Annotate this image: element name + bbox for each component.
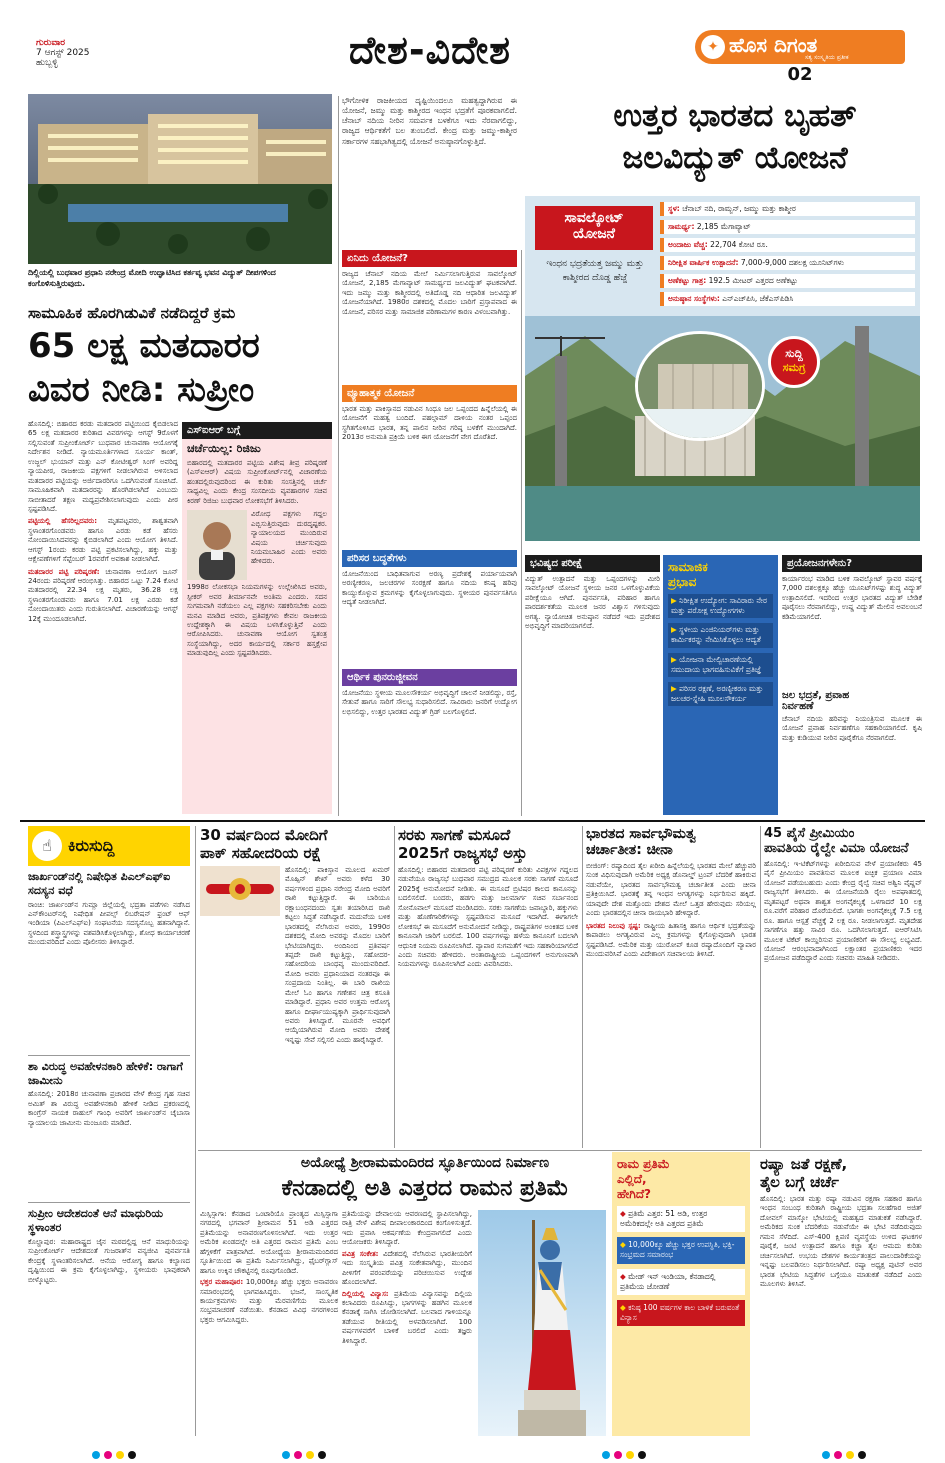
kirusuddi-header <box>28 826 190 866</box>
section-body: ಯೋಜನೆಯು ಸ್ಥಳೀಯ ಮೂಲಸೌಕರ್ಯ ಅಭಿವೃದ್ಧಿಗೆ ಚಾಲನೆ ನೀಡಲಿದ್ದು, ರಸ್ತೆ, ಸೇತುವೆ ಹಾಗೂ ಸಾರಿಗೆ ಸೌಲಭ್ಯ ಸುಧಾರಿಸಲಿದೆ. ಸಾವಿರಾರು ಜನರಿಗೆ ಉದ್ಯೋಗ ಲಭಿಸಲಿದ್ದು, ಉತ್ತರ ಭಾರತದ ವಿದ್ಯುತ್ ಗ್ರಿಡ್ ಬಲಗೊಳ್ಳಲಿದೆ. <box>342 689 517 716</box>
sir-body-3: 1998ರ ಲೋಕಸಭಾ ನಿಯಮಗಳನ್ನು ಉಲ್ಲೇಖಿಸಿದ ಅವರು, ಸ್ಪೀಕರ್ ಅವರ ತೀರ್ಮಾನವೇ ಅಂತಿಮ ಎಂದರು. ಸದನ ಸುಗಮವಾಗಿ ನಡೆಯಲು ಎಲ್ಲ ಪಕ್ಷಗಳು ಸಹಕರಿಸಬೇಕು ಎಂದು ಮನವಿ ಮಾಡಿದ ಅವರು, ಪ್ರತಿಪಕ್ಷಗಳು ಕೇವಲ ರಾಜಕೀಯ ಉದ್ದೇಶಕ್ಕಾಗಿ ಈ ವಿಷಯ ಬಳಸಿಕೊಳ್ಳುತ್ತಿವೆ ಎಂದು ಆರೋಪಿಸಿದರು. ಚುನಾವಣಾ ಆಯೋಗ ಸ್ವತಂತ್ರ ಸಂಸ್ಥೆಯಾಗಿದ್ದು, ಅದರ ಕಾರ್ಯದಲ್ಲಿ ಸರ್ಕಾರ ಹಸ್ತಕ್ಷೇಪ ಮಾಡುವುದಿಲ್ಲ ಎಂದು ಸ್ಪಷ್ಟಪಡಿಸಿದರು. <box>187 583 327 658</box>
reg-dot <box>116 1451 124 1459</box>
fact-key: ನಿರೀಕ್ಷಿತ ವಾರ್ಷಿಕ ಉತ್ಪಾದನೆ: <box>668 258 739 267</box>
fact-key: ಸ್ಥಳ: <box>668 204 680 213</box>
water-body: ಚೆನಾಬ್ ನದಿಯ ಹರಿವನ್ನು ನಿಯಂತ್ರಿಸುವ ಮೂಲಕ ಈ ಯೋಜನೆ ಪ್ರವಾಹ ನಿರ್ವಹಣೆಗೂ ಸಹಕಾರಿಯಾಗಲಿದೆ. ಕೃಷಿ ಮತ್ತು ಕುಡಿಯುವ ನೀರಿನ ಪೂರೈಕೆಗೂ ನೆರವಾಗಲಿದೆ. <box>782 715 922 742</box>
story-headline-1: ಸರಕು ಸಾಗಣೆ ಮಸೂದೆ <box>398 826 511 844</box>
facts-list <box>660 202 915 310</box>
rama-kicker: ಅಯೋಧ್ಯೆ ಶ್ರೀರಾಮಮಂದಿರದ ಸ್ಫೂರ್ತಿಯಿಂದ ನಿರ್ಮಾಣ <box>300 1155 550 1171</box>
brief-body: ರಾಂಚಿ: ಜಾರ್ಖಂಡ್‌ನ ಗುಮ್ಲಾ ಜಿಲ್ಲೆಯಲ್ಲಿ ಭದ್ರತಾ ಪಡೆಗಳು ನಡೆಸಿದ ಎನ್‌ಕೌಂಟರ್‌ನಲ್ಲಿ ನಿಷೇಧಿತ ಪೀಪಲ್ಸ್ ಲಿಬರೇಷನ್ ಫ್ರಂಟ್ ಆಫ್ ಇಂಡಿಯಾ (ಪಿಎಲ್‌ಎಫ್‌ಐ) ಸಂಘಟನೆಯ ಸದಸ್ಯನೊಬ್ಬ ಹತನಾಗಿದ್ದಾನೆ. ಸ್ಥಳದಿಂದ ಶಸ್ತ್ರಾಸ್ತ್ರಗಳನ್ನು ವಶಪಡಿಸಿಕೊಳ್ಳಲಾಗಿದ್ದು, ಶೋಧ ಕಾರ್ಯಾಚರಣೆ ಮುಂದುವರಿದಿದೆ ಎಂದು ಪೊಲೀಸರು ತಿಳಿಸಿದ್ದಾರೆ. <box>28 900 190 947</box>
yojane-subtitle: ಇಂಧನ ಭದ್ರತೆಯತ್ತ ಜಮ್ಮು ಮತ್ತು ಕಾಶ್ಮೀರದ ದೊಡ್ಡ ಹೆಜ್ಜೆ <box>546 259 644 283</box>
masthead <box>0 0 945 92</box>
check-icon: ▶ <box>671 683 680 693</box>
rama-info-box <box>612 1152 750 1436</box>
fact-key: ಅನುಷ್ಠಾನ ಸಂಸ್ಥೆಗಳು: <box>668 294 720 303</box>
social-impact-box <box>663 555 778 815</box>
section-title-bar: ಏನಿದು ಯೋಜನೆ? <box>342 250 517 267</box>
bullet-icon: ◆ <box>620 1240 629 1250</box>
rama-sub3-body: ಪ್ರತಿಮೆಯ ವಿನ್ಯಾಸವನ್ನು ದಿಲ್ಲಿಯ ಕಲಾವಿದರು ರೂಪಿಸಿದ್ದು, ಭಾಗಗಳನ್ನು ಹಡಗಿನ ಮೂಲಕ ಕೆನಡಾಕ್ಕೆ ಸಾಗಿಸಿ ಜೋಡಿಸಲಾಗಿದೆ. ಬಲವಾದ ಗಾಳಿಯನ್ನೂ ತಡೆಯುವ ರೀತಿಯಲ್ಲಿ ಅಳವಡಿಸಲಾಗಿದೆ. 100 ವರ್ಷಗಳವರೆಗೆ ಬಾಳಿಕೆ ಬರಲಿದೆ ಎಂದು ತಜ್ಞರು ತಿಳಿಸಿದ್ದಾರೆ. <box>342 1289 472 1345</box>
social-item-text: ಪರಿಸರ ರಕ್ಷಣೆ, ಅರಣ್ಯೀಕರಣ ಮತ್ತು ಜಲಚರ-ಸ್ನೇಹಿ ಮೂಲಸೌಕರ್ಯ <box>671 683 764 703</box>
sir-title-2: ಚರ್ಚೆಯಿಲ್ಲ: ರಿಜಿಜು <box>187 442 261 455</box>
reg-mark <box>600 1444 648 1463</box>
story-headline-2: ಪಾಕ್ ಸಹೋದರಿಯ ರಕ್ಷೆ <box>200 844 322 862</box>
story-shipping-bill <box>398 826 578 1148</box>
rama-box-item <box>617 1269 745 1295</box>
social-item-text: ಯೋಜನಾ ಮೇಲ್ವಿಚಾರಣೆಯಲ್ಲಿ ಸಮುದಾಯ ಭಾಗವಹಿಸುವಿಕೆಗೆ ಪ್ರತಿಜ್ಞೆ <box>671 654 762 674</box>
section-title: ದೇಶ-ವಿದೇಶ <box>349 28 511 72</box>
future-body: ವಿದ್ಯುತ್ ಉತ್ಪಾದನೆ ಮತ್ತು ಒಪ್ಪಂದಗಳನ್ನು ಮೀರಿ ಸಾವಲ್ಕೋಟ್ ಯೋಜನೆ ಸ್ಥಳೀಯ ಜನರ ಒಳಗೊಳ್ಳುವಿಕೆಯ ಪರೀಕ್ಷೆಯೂ ಆಗಿದೆ. ಪುನರ್ವಸತಿ, ಪರಿಹಾರ ಹಾಗೂ ಪಾರದರ್ಶಕತೆಯ ಮೂಲಕ ಜನರ ವಿಶ್ವಾಸ ಗಳಿಸುವುದು ಅಗತ್ಯ. ನ್ಯಾಯೋಚಿತ ಅನುಷ್ಠಾನ ನಡೆದರೆ ಇದು ಪ್ರದೇಶದ ಅಭಿವೃದ್ಧಿಗೆ ಮಾದರಿಯಾಗಲಿದೆ. <box>525 575 660 631</box>
badge-line-1: ಸುದ್ದಿ <box>785 347 803 360</box>
column-rule <box>338 96 339 816</box>
fact-row <box>660 292 915 306</box>
fact-value: 2,185 ಮೆಗಾವ್ಯಾಟ್ <box>696 222 751 231</box>
yojane-title-box <box>535 206 653 250</box>
rama-sub1: ಭಕ್ತರ ಮಹಾಪೂರ: <box>200 1278 244 1287</box>
water-security-box <box>782 690 922 815</box>
rama-box-item <box>617 1300 745 1326</box>
fact-key: ಅಣೆಕಟ್ಟು ಗಾತ್ರ: <box>668 276 707 285</box>
rakhi-photo <box>200 866 280 916</box>
reg-mark <box>280 1444 328 1463</box>
section-title-bar: ವ್ಯೂಹಾತ್ಮಕ ಯೋಜನೆ <box>342 385 517 402</box>
brief-body: ಹೊಸದಿಲ್ಲಿ: 2018ರ ಚುನಾವಣಾ ಪ್ರಚಾರದ ವೇಳೆ ಕೇಂದ್ರ ಗೃಹ ಸಚಿವ ಅಮಿತ್ ಶಾ ವಿರುದ್ಧ ಅವಹೇಳನಕಾರಿ ಹೇಳಿಕೆ ನೀಡಿದ ಪ್ರಕರಣದಲ್ಲಿ ಕಾಂಗ್ರೆಸ್ ನಾಯಕ ರಾಹುಲ್ ಗಾಂಧಿ ಅವರಿಗೆ ಜಾರ್ಖಂಡ್‌ನ ಚೈಬಾಸಾ ನ್ಯಾಯಾಲಯ ಜಾಮೀನು ಮಂಜೂರು ಮಾಡಿದೆ. <box>28 1090 190 1127</box>
photo-caption: ದಿಲ್ಲಿಯಲ್ಲಿ ಬುಧವಾರ ಪ್ರಧಾನಿ ನರೇಂದ್ರ ಮೋದಿ ಉದ್ಘಾಟಿಸಿದ ಕರ್ತವ್ಯ ಭವನ ವಿದ್ಯುತ್ ದೀಪಗಳಿಂದ ಕಂಗೊಳಿಸುತ್ತಿರುವುದು. <box>28 268 276 288</box>
reg-dot <box>602 1451 610 1459</box>
dam-inset-photo <box>635 331 765 441</box>
story-body: ಹೊಸದಿಲ್ಲಿ: ಪಾಕಿಸ್ತಾನ ಮೂಲದ ಖಮರ್ ಮೊಹ್ಸಿನ್ ಶೇಖ್ ಅವರು ಕಳೆದ 30 ವರ್ಷಗಳಿಂದ ಪ್ರಧಾನಿ ನರೇಂದ್ರ ಮೋದಿ ಅವರಿಗೆ ರಾಖಿ ಕಟ್ಟುತ್ತಿದ್ದಾರೆ. ಈ ಬಾರಿಯೂ ರಕ್ಷಾಬಂಧನದಂದು ಸ್ವತಃ ತಯಾರಿಸಿದ ರಾಖಿ ಕಟ್ಟಲು ಸಿದ್ಧತೆ ನಡೆಸಿದ್ದಾರೆ. ಮದುವೆಯ ಬಳಿಕ ಭಾರತದಲ್ಲಿ ನೆಲೆಸಿರುವ ಅವರು, 1990ರ ದಶಕದಲ್ಲಿ ಮೋದಿ ಅವರನ್ನು ಮೊದಲ ಬಾರಿಗೆ ಭೇಟಿಯಾಗಿದ್ದರು. ಅಂದಿನಿಂದ ಪ್ರತಿವರ್ಷ ತಪ್ಪದೇ ರಾಖಿ ಕಟ್ಟುತ್ತಿದ್ದು, ಸಹೋದರ-ಸಹೋದರಿಯ ಬಾಂಧವ್ಯ ಮುಂದುವರಿದಿದೆ. ಮೋದಿ ಅವರು ಪ್ರಧಾನಿಯಾದ ನಂತರವೂ ಈ ಸಂಪ್ರದಾಯ ನಿಂತಿಲ್ಲ. ಈ ಬಾರಿ ರಾಖಿಯ ಮೇಲೆ ಓಂ ಹಾಗೂ ಗಣೇಶನ ಚಿತ್ರ ಕಸೂತಿ ಮಾಡಿದ್ದಾರೆ. ಪ್ರಧಾನಿ ಅವರ ಉತ್ತಮ ಆರೋಗ್ಯ ಹಾಗೂ ದೀರ್ಘಾಯುಷ್ಯಕ್ಕಾಗಿ ಪ್ರಾರ್ಥಿಸುವುದಾಗಿ ಅವರು ತಿಳಿಸಿದ್ದಾರೆ. ಮೂರನೇ ಅವಧಿಗೆ ಆಯ್ಕೆಯಾಗಿರುವ ಮೋದಿ ಅವರು ದೇಶಕ್ಕೆ ಇನ್ನಷ್ಟು ಸೇವೆ ಸಲ್ಲಿಸಲಿ ಎಂದು ಹಾರೈಸಿದ್ದಾರೆ. <box>285 866 390 1044</box>
rama-box-title-3: ಹೇಗಿದೆ? <box>617 1187 652 1201</box>
lead-headline-1: 65 ಲಕ್ಷ ಮತದಾರರ <box>28 326 260 366</box>
column-rule <box>582 826 583 1148</box>
lead-sub1-body: ಮೃತಪಟ್ಟವರು, ಶಾಶ್ವತವಾಗಿ ಸ್ಥಳಾಂತರಗೊಂಡವರು ಹಾಗೂ ಎರಡು ಕಡೆ ಹೆಸರು ನೋಂದಾಯಿಸಿದವರನ್ನು ಕೈಬಿಡಲಾಗಿದೆ ಎಂದು ಆಯೋಗ ತಿಳಿಸಿದೆ. ಆಗಸ್ಟ್ 1ರಂದು ಕರಡು ಪಟ್ಟಿ ಪ್ರಕಟಿಸಲಾಗಿದ್ದು, ಹಕ್ಕು ಮತ್ತು ಆಕ್ಷೇಪಣೆಗಳಿಗೆ ಸೆಪ್ಟೆಂಬರ್ 1ರವರೆಗೆ ಅವಕಾಶ ನೀಡಲಾಗಿದೆ. <box>28 517 178 564</box>
reg-dot <box>294 1451 302 1459</box>
benefits-body: ಕಾರ್ಯಾರಂಭ ಮಾಡಿದ ಬಳಿಕ ಸಾವಲ್ಕೋಟ್ ಸ್ಥಾವರ ವರ್ಷಕ್ಕೆ 7,000 ದಶಲಕ್ಷಕ್ಕೂ ಹೆಚ್ಚು ಯೂನಿಟ್‌ಗಳಷ್ಟು ಶುದ್ಧ ವಿದ್ಯುತ್ ಉತ್ಪಾದಿಸಲಿದೆ. ಇದರಿಂದ ಉತ್ತರ ಭಾರತದ ವಿದ್ಯುತ್ ಬೇಡಿಕೆ ಪೂರೈಸಲು ನೆರವಾಗಲಿದ್ದು, ಉಷ್ಣ ವಿದ್ಯುತ್ ಮೇಲಿನ ಅವಲಂಬನೆ ಕಡಿಮೆಯಾಗಲಿದೆ. <box>782 575 922 621</box>
rama-box-title-1: ರಾಮ ಪ್ರತಿಮೆ <box>617 1157 670 1171</box>
brief-headline: ಸುಪ್ರೀಂ ಆದೇಶದಂತೆ ಆನೆ ಮಾಧುರಿಯ ಸ್ಥಳಾಂತರ <box>28 1207 164 1235</box>
lead-body <box>28 420 178 815</box>
city-label: ಹುಬ್ಬಳ್ಳಿ <box>36 58 58 68</box>
rama-box-item-text: ಮೇಡ್ ಇನ್ ಇಂಡಿಯಾ, ಕೆನಡಾದಲ್ಲಿ ಪ್ರತಿಮೆಯ ಜೋಡಣೆ <box>620 1271 716 1291</box>
logo-text: ಹೊಸ ದಿಗಂತ <box>729 33 818 57</box>
rama-sub2: ಪವಿತ್ರ ಸಂಕೇತ: <box>342 1249 379 1258</box>
fact-value: ಚೆನಾಬ್ ನದಿ, ರಾಮ್ಬನ್, ಜಮ್ಮು ಮತ್ತು ಕಾಶ್ಮೀರ <box>682 204 796 213</box>
bullet-icon: ◆ <box>620 1302 629 1312</box>
rama-sub2-body: ವಿದೇಶದಲ್ಲಿ ನೆಲೆಸಿರುವ ಭಾರತೀಯರಿಗೆ ಇದು ಸಂಸ್ಕೃತಿಯ ಪವಿತ್ರ ಸಂಕೇತವಾಗಿದ್ದು, ಮುಂದಿನ ಪೀಳಿಗೆಗೆ ಪರಂಪರೆಯನ್ನು ಪರಿಚಯಿಸುವ ಉದ್ದೇಶ ಹೊಂದಲಾಗಿದೆ. <box>342 1249 472 1287</box>
hydro-infographic <box>525 196 920 541</box>
rama-box-item-text: 10,000ಕ್ಕೂ ಹೆಚ್ಚು ಭಕ್ತರ ಉಪಸ್ಥಿತಿ, ಭಕ್ತಿ-ಸಂಭ್ರಮದ ಸಮಾರಂಭ <box>620 1240 735 1260</box>
reg-dot <box>306 1451 314 1459</box>
fact-key: ಅಂದಾಜು ವೆಚ್ಚ: <box>668 240 708 249</box>
reg-dot <box>104 1451 112 1459</box>
reg-dot <box>822 1451 830 1459</box>
social-item <box>668 653 773 677</box>
reg-dot <box>846 1451 854 1459</box>
story-body: ಬೀಜಿಂಗ್: ರಷ್ಯಾದಿಂದ ತೈಲ ಖರೀದಿ ಹಿನ್ನೆಲೆಯಲ್ಲಿ ಭಾರತದ ಮೇಲೆ ಹೆಚ್ಚುವರಿ ಸುಂಕ ವಿಧಿಸುವುದಾಗಿ ಅಮೆರಿಕ ಅಧ್ಯಕ್ಷ ಡೊನಾಲ್ಡ್ ಟ್ರಂಪ್ ಬೆದರಿಕೆ ಹಾಕಿರುವ ನಡುವೆಯೇ, ಭಾರತದ ಸಾರ್ವಭೌಮತ್ವ ಚರ್ಚಾತೀತ ಎಂದು ಚೀನಾ ಪ್ರತಿಕ್ರಿಯಿಸಿದೆ. ಭಾರತಕ್ಕೆ ತನ್ನ ಇಂಧನ ಅಗತ್ಯಗಳನ್ನು ನಿರ್ಧರಿಸುವ ಹಕ್ಕಿದೆ. ಯಾವುದೇ ದೇಶ ಮತ್ತೊಂದು ದೇಶದ ಮೇಲೆ ಒತ್ತಡ ಹೇರುವುದು ಸರಿಯಲ್ಲ ಎಂದು ಭಾರತದಲ್ಲಿನ ಚೀನಾ ರಾಯಭಾರಿ ಹೇಳಿದ್ದಾರೆ. <box>586 862 756 918</box>
fact-value: 22,704 ಕೋಟಿ ರೂ. <box>710 240 768 249</box>
story-headline-2: ತೈಲ ಬಗ್ಗೆ ಚರ್ಚೆ <box>760 1173 839 1191</box>
rama-col-2 <box>342 1210 472 1436</box>
rama-box-title-2: ಎಲ್ಲಿದೆ, <box>617 1172 647 1186</box>
rama-col-1 <box>200 1210 338 1436</box>
reg-dot <box>128 1451 136 1459</box>
benefits-title: ಪ್ರಯೋಜನಗಳೇನು? <box>782 555 922 572</box>
story-headline-1: ರಷ್ಯಾ ಜತೆ ರಕ್ಷಣೆ, <box>760 1155 848 1173</box>
reg-dot <box>92 1451 100 1459</box>
brief-body: ಕೊಲ್ಹಾಪುರ: ಮಹಾರಾಷ್ಟ್ರದ ಜೈನ ಮಠದಲ್ಲಿದ್ದ ಆನೆ ಮಾಧುರಿಯನ್ನು ಸುಪ್ರೀಂಕೋರ್ಟ್ ಆದೇಶದಂತೆ ಗುಜರಾತ್‌ನ ವನ್ಯಜೀವಿ ಪುನರ್ವಸತಿ ಕೇಂದ್ರಕ್ಕೆ ಸ್ಥಳಾಂತರಿಸಲಾಗಿದೆ. ಆನೆಯ ಆರೋಗ್ಯ ಹಾಗೂ ಕಲ್ಯಾಣದ ದೃಷ್ಟಿಯಿಂದ ಈ ಕ್ರಮ ಕೈಗೊಳ್ಳಲಾಗಿದ್ದು, ಸ್ಥಳೀಯರು ಭಾವುಕರಾಗಿ ಬೀಳ್ಕೊಟ್ಟರು. <box>28 1237 190 1284</box>
fact-key: ಸಾಮರ್ಥ್ಯ: <box>668 222 695 231</box>
social-item-text: ಸ್ಥಳೀಯ ಎಂಜಿನಿಯರ್‌ಗಳು ಮತ್ತು ಕಾರ್ಮಿಕರನ್ನು ನೇಮಿಸಿಕೊಳ್ಳಲು ಆದ್ಯತೆ <box>671 625 761 645</box>
fact-row <box>660 274 915 288</box>
lead-headline-2: ವಿವರ ನೀಡಿ: ಸುಪ್ರೀಂ <box>28 370 255 410</box>
page-number: 02 <box>787 64 813 85</box>
column-rule <box>394 826 395 1148</box>
yojane-title-2: ಯೋಜನೆ <box>573 226 615 242</box>
suddi-samagra-badge <box>768 336 820 388</box>
row-divider <box>20 820 925 822</box>
fact-value: 192.5 ಮೀಟರ್ ಎತ್ತರದ ಅಣೆಕಟ್ಟು <box>708 276 798 285</box>
social-list <box>668 594 773 706</box>
lead-sub2: ಮತದಾರರ ಪಟ್ಟಿ ಪರಿಷ್ಕರಣೆ: <box>28 567 100 576</box>
story-sub-para <box>586 922 756 960</box>
story-headline-2: ಚರ್ಚಾತೀತ: ಚೀನಾ <box>586 842 673 858</box>
kartavya-bhavan-photo <box>28 94 332 264</box>
reg-dot <box>318 1451 326 1459</box>
social-item <box>668 682 773 706</box>
bullet-icon: ◆ <box>620 1209 629 1218</box>
story-china <box>586 826 756 1148</box>
bullet-icon: ◆ <box>620 1271 629 1281</box>
sir-title-1: ಎಸ್‌ಐಆರ್ ಬಗ್ಗೆ <box>182 422 332 439</box>
reg-mark <box>90 1444 138 1463</box>
story-headline-1: ಭಾರತದ ಸಾರ್ವಭೌಮತ್ವ <box>586 826 696 842</box>
water-title-2: ನಿರ್ವಹಣೆ <box>782 701 814 712</box>
rama-statue-photo <box>478 1210 606 1436</box>
section-title-bar: ಪರಿಸರ ಬದ್ಧತೆಗಳು <box>342 550 517 567</box>
social-title-1: ಸಾಮಾಜಿಕ <box>668 560 708 574</box>
story-rail-insurance <box>764 826 922 1148</box>
section-body: ರಾಜ್ಯದ ಚೆನಾಬ್ ನದಿಯ ಮೇಲೆ ನಿರ್ಮಿಸಲಾಗುತ್ತಿರುವ ಸಾವಲ್ಕೋಟ್ ಯೋಜನೆ, 2,185 ಮೆಗಾವ್ಯಾಟ್ ಸಾಮರ್ಥ್ಯದ ಜಲವಿದ್ಯುತ್ ಘಟಕವಾಗಿದೆ. ಇದು ಜಮ್ಮು ಮತ್ತು ಕಾಶ್ಮೀರದಲ್ಲಿ ಅತಿದೊಡ್ಡ ನದಿ ಆಧಾರಿತ ಜಲವಿದ್ಯುತ್ ಯೋಜನೆಯಾಗಿದೆ. 1980ರ ದಶಕದಲ್ಲಿ ಮೊದಲ ಬಾರಿಗೆ ಪ್ರಸ್ತಾಪವಾದ ಈ ಯೋಜನೆ, ಪರಿಸರ ಮತ್ತು ಸಾಮಾಜಿಕ ಪರಿಣಾಮಗಳ ಕಾರಣ ವಿಳಂಬವಾಗಿತ್ತು. <box>342 270 517 316</box>
story-headline-2: 2025ಗೆ ರಾಜ್ಯಸಭೆ ಅಸ್ತು <box>398 844 527 862</box>
story-headline-1: 45 ಪೈಸೆ ಪ್ರೀಮಿಯಂ <box>764 826 855 841</box>
hydro-headline-2: ಜಲವಿದ್ಯುತ್ ಯೋಜನೆ <box>622 140 848 176</box>
fact-value: 7,000-9,000 ದಶಲಕ್ಷ ಯೂನಿಟ್‌ಗಳು <box>740 258 844 267</box>
check-icon: ▶ <box>671 596 680 605</box>
sir-body-2: ವಿರೋಧ ಪಕ್ಷಗಳು ಗದ್ದಲ ಎಬ್ಬಿಸುತ್ತಿರುವುದು ದುರದೃಷ್ಟಕರ. ನ್ಯಾಯಾಲಯದ ಮುಂದಿರುವ ವಿಷಯ ಚರ್ಚಿಸುವುದು ನಿಯಮಬಾಹಿರ ಎಂದು ಅವರು ಹೇಳಿದರು. <box>251 510 327 566</box>
section-title-bar: ಆರ್ಥಿಕ ಪುನರುಜ್ಜೀವನ <box>342 669 517 686</box>
reg-dot <box>834 1451 842 1459</box>
hydro-intro: ಭೌಗೋಳಿಕ ರಾಜಕೀಯದ ದೃಷ್ಟಿಯಿಂದಲೂ ಮಹತ್ವದ್ದಾಗಿರುವ ಈ ಯೋಜನೆ, ಜಮ್ಮು ಮತ್ತು ಕಾಶ್ಮೀರದ ಇಂಧನ ಭದ್ರತೆಗೆ ಪೂರಕವಾಗಲಿದೆ. ಚೆನಾಬ್ ನದಿಯ ನೀರಿನ ಸಮರ್ಪಕ ಬಳಕೆಗೂ ಇದು ನೆರವಾಗಲಿದ್ದು, ರಾಜ್ಯದ ಆರ್ಥಿಕತೆಗೆ ಬಲ ತುಂಬಲಿದೆ. ಕೇಂದ್ರ ಮತ್ತು ಜಮ್ಮು-ಕಾಶ್ಮೀರ ಸರ್ಕಾರಗಳ ಸಹಭಾಗಿತ್ವದಲ್ಲಿ ಯೋಜನೆ ಅನುಷ್ಠಾನಗೊಳ್ಳುತ್ತಿದೆ. <box>342 96 517 146</box>
reg-dot <box>282 1451 290 1459</box>
lead-sub2-body: ಚುನಾವಣಾ ಆಯೋಗ ಜೂನ್ 24ರಂದು ಪರಿಷ್ಕರಣೆ ಆರಂಭಿಸಿತ್ತು. ಬಿಹಾರದ ಒಟ್ಟು 7.24 ಕೋಟಿ ಮತದಾರರಲ್ಲಿ 22.34 ಲಕ್ಷ ಮೃತರು, 36.28 ಲಕ್ಷ ಸ್ಥಳಾಂತರಗೊಂಡವರು ಹಾಗೂ 7.01 ಲಕ್ಷ ಎರಡು ಕಡೆ ನೋಂದಾಯಿತರು ಎಂದು ಗುರುತಿಸಲಾಗಿದೆ. ವಿಚಾರಣೆಯನ್ನು ಆಗಸ್ಟ್ 12ಕ್ಕೆ ಮುಂದೂಡಲಾಗಿದೆ. <box>28 567 178 623</box>
column-rule <box>521 250 522 816</box>
story-body: ಹೊಸದಿಲ್ಲಿ: ಭಾರತ ಮತ್ತು ರಷ್ಯಾ ನಡುವಿನ ರಕ್ಷಣಾ ಸಹಕಾರ ಹಾಗೂ ಇಂಧನ ಸಂಬಂಧ ಕುರಿತಾಗಿ ರಾಷ್ಟ್ರೀಯ ಭದ್ರತಾ ಸಲಹೆಗಾರ ಅಜಿತ್ ದೋವಲ್ ಮಾಸ್ಕೋ ಭೇಟಿಯಲ್ಲಿ ಮಹತ್ವದ ಮಾತುಕತೆ ನಡೆಸಿದ್ದಾರೆ. ಅಮೆರಿಕದ ಸುಂಕ ಬೆದರಿಕೆಯ ನಡುವೆಯೇ ಈ ಭೇಟಿ ನಡೆದಿರುವುದು ಗಮನ ಸೆಳೆದಿದೆ. ಎಸ್-400 ಕ್ಷಿಪಣಿ ವ್ಯವಸ್ಥೆಯ ಉಳಿದ ಘಟಕಗಳ ಪೂರೈಕೆ, ಜಂಟಿ ಉತ್ಪಾದನೆ ಹಾಗೂ ಕಚ್ಚಾ ತೈಲ ಆಮದು ಕುರಿತು ಚರ್ಚಿಸಲಾಗಿದೆ. ಉಭಯ ದೇಶಗಳ ಕಾರ್ಯತಂತ್ರದ ಪಾಲುದಾರಿಕೆಯನ್ನು ಇನ್ನಷ್ಟು ಬಲಪಡಿಸಲು ನಿರ್ಧರಿಸಲಾಗಿದೆ. ರಷ್ಯಾ ಅಧ್ಯಕ್ಷ ಪುಟಿನ್ ಅವರ ಭಾರತ ಭೇಟಿಯ ಸಿದ್ಧತೆಗಳ ಬಗ್ಗೆಯೂ ಮಾತುಕತೆ ನಡೆದಿದೆ ಎಂದು ಮೂಲಗಳು ತಿಳಿಸಿವೆ. <box>760 1195 922 1288</box>
social-title-2: ಪ್ರಭಾವ <box>668 575 697 589</box>
rijiju-photo <box>187 510 247 580</box>
date-block <box>36 38 156 68</box>
story-headline-2: ಪಾವತಿಯ ರೈಲ್ವೇ ವಿಮಾ ಯೋಜನೆ <box>764 841 909 856</box>
date-label: 7 ಆಗಸ್ಟ್ 2025 <box>36 48 90 58</box>
social-item <box>668 623 773 647</box>
rama-box-item-text: ಪ್ರತಿಮೆ ಎತ್ತರ: 51 ಅಡಿ, ಉತ್ತರ ಅಮೆರಿಕದಲ್ಲೇ ಅತಿ ಎತ್ತರದ ಪ್ರತಿಮೆ <box>620 1209 708 1229</box>
fact-row <box>660 256 915 270</box>
section-body: ಯೋಜನೆಯಿಂದ ಬಾಧಿತವಾಗುವ ಅರಣ್ಯ ಪ್ರದೇಶಕ್ಕೆ ಪರ್ಯಾಯವಾಗಿ ಅರಣ್ಯೀಕರಣ, ಜಲಚರಗಳ ಸಂರಕ್ಷಣೆ ಹಾಗೂ ನದಿಯ ಕನಿಷ್ಠ ಹರಿವು ಕಾಯ್ದುಕೊಳ್ಳುವ ಕ್ರಮಗಳನ್ನು ಕೈಗೊಳ್ಳಲಾಗುವುದು. ಸ್ಥಳೀಯರ ಪುನರ್ವಸತಿಗೂ ಆದ್ಯತೆ ನೀಡಲಾಗಿದೆ. <box>342 570 517 607</box>
social-item-text: ನಿರೀಕ್ಷಿತ ಉದ್ಯೋಗ: ಸಾವಿರಾರು ನೇರ ಮತ್ತು ಪರೋಕ್ಷ ಉದ್ಯೋಗಗಳು <box>671 596 767 616</box>
benefits-box <box>782 555 922 685</box>
hydro-sections <box>342 250 517 810</box>
rama-sub1-body: 10,000ಕ್ಕೂ ಹೆಚ್ಚು ಭಕ್ತರು ಅನಾವರಣ ಸಮಾರಂಭದಲ್ಲಿ ಭಾಗವಹಿಸಿದ್ದರು. ಭಜನೆ, ಸಾಂಸ್ಕೃತಿಕ ಕಾರ್ಯಕ್ರಮಗಳು ಮತ್ತು ಮೆರವಣಿಗೆಯ ಮೂಲಕ ಸಂಭ್ರಮಾಚರಣೆ ನಡೆಯಿತು. ಕೆನಡಾದ ವಿವಿಧ ನಗರಗಳಿಂದ ಭಕ್ತರು ಆಗಮಿಸಿದ್ದರು. <box>200 1278 338 1324</box>
story-rakhi <box>200 826 390 1148</box>
sir-body-1: ಬಿಹಾರದಲ್ಲಿ ಮತದಾರರ ಪಟ್ಟಿಯ ವಿಶೇಷ ತೀವ್ರ ಪರಿಷ್ಕರಣೆ (ಎಸ್‌ಐಆರ್) ವಿಷಯ ಸುಪ್ರೀಂಕೋರ್ಟ್‌ನಲ್ಲಿ ವಿಚಾರಣೆಯ ಹಂತದಲ್ಲಿರುವುದರಿಂದ ಈ ಕುರಿತು ಸಂಸತ್ತಿನಲ್ಲಿ ಚರ್ಚೆ ಸಾಧ್ಯವಿಲ್ಲ ಎಂದು ಕೇಂದ್ರ ಸಂಸದೀಯ ವ್ಯವಹಾರಗಳ ಸಚಿವ ಕಿರಣ್ ರಿಜಿಜು ಬುಧವಾರ ಲೋಕಸಭೆಗೆ ತಿಳಿಸಿದರು. <box>187 459 327 505</box>
fact-row <box>660 220 915 234</box>
brief-headline: ಶಾ ವಿರುದ್ಧ ಅವಹೇಳನಕಾರಿ ಹೇಳಿಕೆ: ರಾಗಾಗೆ ಜಾಮೀನು <box>28 1059 183 1087</box>
badge-line-2: ಸಮಗ್ರ <box>782 361 806 374</box>
day-label: ಗುರುವಾರ <box>36 38 66 48</box>
rama-box-list <box>617 1206 745 1326</box>
lamp-icon: ✦ <box>701 35 725 59</box>
column-rule <box>760 826 761 1148</box>
yojane-title-1: ಸಾವಲ್ಕೋಟ್ <box>564 210 624 226</box>
footer-registration-marks <box>0 1442 945 1456</box>
water-title-1: ಜಲ ಭದ್ರತೆ, ಪ್ರವಾಹ <box>782 690 850 701</box>
check-icon: ▶ <box>671 654 680 664</box>
brief-item <box>28 870 190 1051</box>
story-body: ಹೊಸದಿಲ್ಲಿ: ಬಿಹಾರದ ಮತದಾರರ ಪಟ್ಟಿ ಪರಿಷ್ಕರಣೆ ಕುರಿತು ವಿಪಕ್ಷಗಳ ಗದ್ದಲದ ನಡುವೆಯೂ ರಾಜ್ಯಸಭೆ ಬುಧವಾರ ಸಮುದ್ರದ ಮೂಲಕ ಸರಕು ಸಾಗಣೆ ಮಸೂದೆ 2025ಕ್ಕೆ ಅನುಮೋದನೆ ನೀಡಿತು. ಈ ಮಸೂದೆ ಬ್ರಿಟಿಷರ ಕಾಲದ ಕಾನೂನನ್ನು ಬದಲಿಸಲಿದೆ. ಬಂದರು, ಹಡಗು ಮತ್ತು ಜಲಮಾರ್ಗ ಸಚಿವ ಸರ್ಬಾನಂದ ಸೋನೊವಾಲ್ ಮಸೂದೆ ಮಂಡಿಸಿದರು. ಸರಕು ಸಾಗಣೆಯ ಜವಾಬ್ದಾರಿ, ಹಕ್ಕುಗಳು ಮತ್ತು ಹೊಣೆಗಾರಿಕೆಗಳನ್ನು ಸ್ಪಷ್ಟಪಡಿಸುವ ಮಸೂದೆ ಇದಾಗಿದೆ. ಈಗಾಗಲೇ ಲೋಕಸಭೆ ಈ ಮಸೂದೆಗೆ ಅನುಮೋದನೆ ನೀಡಿದ್ದು, ರಾಷ್ಟ್ರಪತಿಗಳ ಅಂಕಿತದ ಬಳಿಕ ಕಾನೂನಾಗಿ ಜಾರಿಗೆ ಬರಲಿದೆ. 100 ವರ್ಷಗಳಷ್ಟು ಹಳೆಯ ಕಾನೂನಿಗೆ ಬದಲಾಗಿ ಆಧುನಿಕ ನಿಯಮ ರೂಪಿಸಲಾಗಿದೆ. ವ್ಯಾಪಾರ ಸುಗಮತೆಗೆ ಇದು ಸಹಕಾರಿಯಾಗಲಿದೆ ಎಂದು ಸಚಿವರು ಹೇಳಿದರು. ಅಂತಾರಾಷ್ಟ್ರೀಯ ಒಪ್ಪಂದಗಳಿಗೆ ಅನುಗುಣವಾಗಿ ನಿಯಮಗಳನ್ನು ರೂಪಿಸಲಾಗಿದೆ ಎಂದು ವಿವರಿಸಿದರು. <box>398 866 578 969</box>
story-headline-1: 30 ವರ್ಷದಿಂದ ಮೋದಿಗೆ <box>200 826 328 844</box>
kirusuddi-title: ಕಿರುಸುದ್ದಿ <box>68 836 115 855</box>
sir-box <box>182 422 332 814</box>
story-subhead: ಭಾರತದ ನಿಲುವು ಸ್ಪಷ್ಟ: <box>586 921 641 930</box>
logo-tagline: ಸತ್ಯ ಸಂಸ್ಕೃತಿಯ ಪ್ರತೀಕ <box>805 54 849 61</box>
rama-headline: ಕೆನಡಾದಲ್ಲಿ ಅತಿ ಎತ್ತರದ ರಾಮನ ಪ್ರತಿಮೆ <box>281 1176 569 1201</box>
story-sub-body: ರಾಷ್ಟ್ರೀಯ ಹಿತಾಸಕ್ತಿ ಹಾಗೂ ಆರ್ಥಿಕ ಭದ್ರತೆಯನ್ನು ಕಾಪಾಡಲು ಅಗತ್ಯವಿರುವ ಎಲ್ಲ ಕ್ರಮಗಳನ್ನು ಕೈಗೊಳ್ಳುವುದಾಗಿ ಭಾರತ ಸ್ಪಷ್ಟಪಡಿಸಿದೆ. ಅಮೆರಿಕ ಮತ್ತು ಯುರೋಪ್ ಕೂಡ ರಷ್ಯಾದೊಂದಿಗೆ ವ್ಯಾಪಾರ ಮುಂದುವರಿಸಿವೆ ಎಂದು ವಿದೇಶಾಂಗ ಸಚಿವಾಲಯ ತಿಳಿಸಿದೆ. <box>586 921 756 958</box>
row-rule <box>198 1150 922 1151</box>
column-rule <box>195 826 196 1436</box>
lead-para: ಹೊಸದಿಲ್ಲಿ: ಬಿಹಾರದ ಕರಡು ಮತದಾರರ ಪಟ್ಟಿಯಿಂದ ಕೈಬಿಡಲಾದ 65 ಲಕ್ಷ ಮತದಾರರ ಕುರಿತಾದ ವಿವರಗಳನ್ನು ಆಗಸ್ಟ್ 9ರೊಳಗೆ ಸಲ್ಲಿಸುವಂತೆ ಸುಪ್ರೀಂಕೋರ್ಟ್ ಬುಧವಾರ ಚುನಾವಣಾ ಆಯೋಗಕ್ಕೆ ನಿರ್ದೇಶನ ನೀಡಿದೆ. ನ್ಯಾಯಮೂರ್ತಿಗಳಾದ ಸೂರ್ಯ ಕಾಂತ್, ಉಜ್ಜಲ್ ಭುಯಾನ್ ಮತ್ತು ಎನ್ ಕೋಟೀಶ್ವರ್ ಸಿಂಗ್ ಅವರಿದ್ದ ನ್ಯಾಯಪೀಠ, ರಾಜಕೀಯ ಪಕ್ಷಗಳಿಗೆ ನೀಡಲಾಗಿರುವ ಅಳಿಸಲಾದ ಮತದಾರರ ಪಟ್ಟಿಯನ್ನು ಅರ್ಜಿದಾರರಿಗೂ ಒದಗಿಸುವಂತೆ ಸೂಚಿಸಿದೆ. ಸಾಮೂಹಿಕವಾಗಿ ಮತದಾರರನ್ನು ಹೊರಗಿಡಲಾಗಿದೆ ಎಂಬುದು ಸಾಬೀತಾದರೆ ತಕ್ಷಣ ಮಧ್ಯಪ್ರವೇಶಿಸಲಾಗುವುದು ಎಂದು ಪೀಠ ಸ್ಪಷ್ಟಪಡಿಸಿದೆ. <box>28 420 178 513</box>
lead-sub1: ಪಟ್ಟಿಯಲ್ಲಿ ಹೆಸರಿಲ್ಲದವರು: <box>28 517 98 526</box>
story-russia <box>760 1155 922 1436</box>
brief-item <box>28 1202 190 1368</box>
rama-box-item <box>617 1237 745 1263</box>
story-body: ಹೊಸದಿಲ್ಲಿ: ಇ-ಟಿಕೆಟ್‌ಗಳನ್ನು ಖರೀದಿಸುವ ವೇಳೆ ಪ್ರಯಾಣಿಕರು 45 ಪೈಸೆ ಪ್ರೀಮಿಯಂ ಪಾವತಿಸುವ ಮೂಲಕ ಐಚ್ಛಿಕ ಪ್ರಯಾಣ ವಿಮಾ ಯೋಜನೆ ಪಡೆಯಬಹುದು ಎಂದು ಕೇಂದ್ರ ರೈಲ್ವೆ ಸಚಿವ ಅಶ್ವಿನಿ ವೈಷ್ಣವ್ ರಾಜ್ಯಸಭೆಗೆ ತಿಳಿಸಿದರು. ಈ ಯೋಜನೆಯಡಿ ರೈಲು ಅಪಘಾತದಲ್ಲಿ ಮೃತಪಟ್ಟರೆ ಅಥವಾ ಶಾಶ್ವತ ಅಂಗವೈಕಲ್ಯಕ್ಕೆ ಒಳಗಾದರೆ 10 ಲಕ್ಷ ರೂ.ವರೆಗೆ ಪರಿಹಾರ ದೊರೆಯಲಿದೆ. ಭಾಗಶಃ ಅಂಗವೈಕಲ್ಯಕ್ಕೆ 7.5 ಲಕ್ಷ ರೂ. ಹಾಗೂ ಆಸ್ಪತ್ರೆ ವೆಚ್ಚಕ್ಕೆ 2 ಲಕ್ಷ ರೂ. ನೀಡಲಾಗುತ್ತದೆ. ಮೃತದೇಹ ಸಾಗಣೆಗೂ ಹತ್ತು ಸಾವಿರ ರೂ. ಒದಗಿಸಲಾಗುತ್ತದೆ. ಐಆರ್‌ಸಿಟಿಸಿ ಮೂಲಕ ಟಿಕೆಟ್ ಕಾಯ್ದಿರಿಸುವ ಪ್ರಯಾಣಿಕರಿಗೆ ಈ ಸೌಲಭ್ಯ ಲಭ್ಯವಿದೆ. ಯೋಜನೆ ಆರಂಭವಾದಾಗಿನಿಂದ ಲಕ್ಷಾಂತರ ಪ್ರಯಾಣಿಕರು ಇದರ ಪ್ರಯೋಜನ ಪಡೆದಿದ್ದಾರೆ ಎಂದು ಸಚಿವರು ಮಾಹಿತಿ ನೀಡಿದರು. <box>764 860 922 963</box>
hand-icon: ☝ <box>32 831 62 861</box>
fact-row <box>660 238 915 252</box>
reg-dot <box>858 1451 866 1459</box>
rama-body-1: ಮಿಸ್ಸಿಸ್ಸಾಗಾ: ಕೆನಡಾದ ಒಂಟಾರಿಯೊ ಪ್ರಾಂತ್ಯದ ಮಿಸ್ಸಿಸ್ಸಾಗಾ ನಗರದಲ್ಲಿ ಭಗವಾನ್ ಶ್ರೀರಾಮನ 51 ಅಡಿ ಎತ್ತರದ ಪ್ರತಿಮೆಯನ್ನು ಅನಾವರಣಗೊಳಿಸಲಾಗಿದೆ. ಇದು ಉತ್ತರ ಅಮೆರಿಕ ಖಂಡದಲ್ಲೇ ಅತಿ ಎತ್ತರದ ರಾಮನ ಪ್ರತಿಮೆ ಎಂಬ ಹೆಗ್ಗಳಿಕೆಗೆ ಪಾತ್ರವಾಗಿದೆ. ಅಯೋಧ್ಯೆಯ ಶ್ರೀರಾಮಮಂದಿರದ ಸ್ಫೂರ್ತಿಯಿಂದ ಈ ಪ್ರತಿಮೆ ನಿರ್ಮಿಸಲಾಗಿದ್ದು, ಫೈಬರ್‌ಗ್ಲಾಸ್ ಹಾಗೂ ಉಕ್ಕಿನ ಚೌಕಟ್ಟಿನಲ್ಲಿ ರೂಪುಗೊಂಡಿದೆ. <box>200 1210 338 1275</box>
reg-dot <box>614 1451 622 1459</box>
rama-box-item <box>617 1206 745 1232</box>
brief-item <box>28 1055 190 1199</box>
social-item <box>668 594 773 618</box>
check-icon: ▶ <box>671 625 680 635</box>
reg-mark <box>820 1444 868 1463</box>
lead-kicker: ಸಾಮೂಹಿಕ ಹೊರಗಿಡುವಿಕೆ ನಡೆದಿದ್ದರೆ ಕ್ರಮ <box>28 304 236 322</box>
section-body: ಭಾರತ ಮತ್ತು ಪಾಕಿಸ್ತಾನದ ನಡುವಿನ ಸಿಂಧೂ ಜಲ ಒಪ್ಪಂದದ ಹಿನ್ನೆಲೆಯಲ್ಲಿ ಈ ಯೋಜನೆಗೆ ಮಹತ್ವ ಬಂದಿದೆ. ಪಹಲ್ಗಾಮ್ ದಾಳಿಯ ನಂತರ ಒಪ್ಪಂದ ಸ್ಥಗಿತಗೊಳಿಸಿದ ಭಾರತ, ತನ್ನ ಪಾಲಿನ ನೀರಿನ ಗರಿಷ್ಠ ಬಳಕೆಗೆ ಮುಂದಾಗಿದೆ. 2013ರ ಅನುಮತಿ ಪ್ರಕ್ರಿಯೆ ಬಳಿಕ ಈಗ ಯೋಜನೆಗೆ ವೇಗ ದೊರೆತಿದೆ. <box>342 405 517 442</box>
brief-headline: ಜಾರ್ಖಂಡ್‌ನಲ್ಲಿ ನಿಷೇಧಿತ ಪಿಎಲ್‌ಎಫ್‌ಐ ಸದಸ್ಯನ ವಧೆ <box>28 870 171 898</box>
reg-dot <box>638 1451 646 1459</box>
fact-row <box>660 202 915 216</box>
fact-value: ಎನ್‌ಎಚ್‌ಪಿಸಿ, ಜೆಕೆಎಸ್‌ಪಿಡಿಸಿ <box>722 294 794 303</box>
rama-sub3: ದಿಲ್ಲಿಯಲ್ಲಿ ವಿನ್ಯಾಸ: <box>342 1289 389 1298</box>
rama-body-2: ಪ್ರತಿಮೆಯನ್ನು ದೇವಾಲಯ ಆವರಣದಲ್ಲಿ ಸ್ಥಾಪಿಸಲಾಗಿದ್ದು, ರಾತ್ರಿ ವೇಳೆ ವಿಶೇಷ ದೀಪಾಲಂಕಾರದಿಂದ ಕಂಗೊಳಿಸುತ್ತದೆ. ಇದು ಪ್ರವಾಸಿ ಆಕರ್ಷಣೆಯ ಕೇಂದ್ರವಾಗಲಿದೆ ಎಂದು ಆಯೋಜಕರು ತಿಳಿಸಿದ್ದಾರೆ. <box>342 1210 472 1247</box>
future-box <box>525 555 660 815</box>
rama-box-item-text: ಕನಿಷ್ಠ 100 ವರ್ಷಗಳ ಕಾಲ ಬಾಳಿಕೆ ಬರುವಂತೆ ವಿನ್ಯಾಸ <box>620 1302 740 1322</box>
kirusuddi-column <box>28 826 190 1436</box>
hydro-headline-1: ಉತ್ತರ ಭಾರತದ ಬೃಹತ್ <box>613 98 857 134</box>
reg-dot <box>626 1451 634 1459</box>
logo <box>695 30 905 85</box>
future-title: ಭವಿಷ್ಯದ ಪರೀಕ್ಷೆ <box>525 555 660 572</box>
